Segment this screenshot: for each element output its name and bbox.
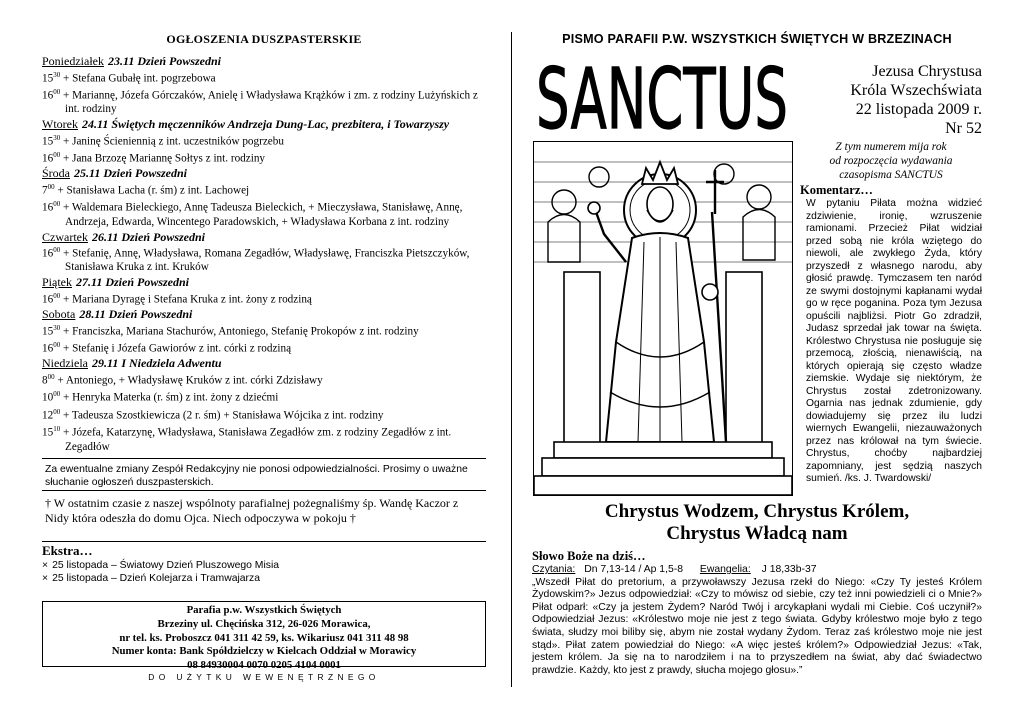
parish-contact-box — [42, 601, 486, 671]
mass-time-minutes: 00 — [53, 200, 61, 209]
mass-time-minutes: 00 — [53, 246, 61, 255]
day-name: Czwartek — [42, 229, 88, 244]
newsletter-column — [532, 32, 982, 677]
intention-text: + Stefana Gubałę int. pogrzebowa — [60, 72, 216, 85]
day-description: 29.11 I Niedziela Adwentu — [91, 356, 222, 371]
mass-intention — [42, 290, 486, 307]
anniversary-note — [800, 140, 982, 182]
mass-time: 15 — [42, 72, 54, 85]
day-name: Sobota — [42, 307, 76, 322]
mass-time-minutes: 30 — [53, 70, 61, 79]
contact-line: Parafia p.w. Wszystkich Świętych — [186, 604, 342, 617]
mass-time: 10 — [42, 392, 54, 405]
mass-intention — [42, 322, 486, 339]
mass-time: 7 — [42, 184, 48, 197]
newsletter-header: PISMO PARAFII P.W. WSZYSTKICH ŚWIĘTYCH W BRZEZINACH — [562, 32, 952, 46]
mass-intention — [42, 181, 486, 198]
mass-time-minutes: 00 — [53, 291, 61, 300]
day-name: Środa — [42, 166, 70, 181]
feast-title — [532, 501, 982, 545]
mass-time: 16 — [42, 342, 54, 355]
sanctus-logo — [534, 54, 792, 138]
mass-time: 16 — [42, 293, 54, 306]
column-divider — [511, 32, 512, 687]
ekstra-item — [42, 572, 486, 585]
announcements-list — [42, 54, 486, 454]
commentary-title: Komentarz… — [800, 183, 873, 197]
mass-time: 15 — [42, 325, 54, 338]
issue-meta-line: 22 listopada 2009 r. — [855, 101, 982, 118]
mass-intention — [42, 132, 486, 149]
intention-text: + Stefanię i Józefa Gawiorów z int. córki z rodziną — [60, 342, 292, 355]
issue-meta-line: Nr 52 — [945, 120, 982, 137]
ekstra-title: Ekstra… — [42, 543, 93, 559]
day-description: 28.11 Dzień Powszedni — [79, 307, 193, 322]
anniversary-line: Z tym numerem mija rok — [835, 141, 947, 153]
day-heading — [42, 275, 486, 290]
mass-intention — [42, 244, 486, 275]
day-name: Niedziela — [42, 356, 88, 371]
mass-time: 15 — [42, 427, 54, 440]
day-heading — [42, 117, 486, 132]
bullet-x-icon: × — [42, 560, 49, 572]
intention-text: + Mariana Dyragę i Stefana Kruka z int. żony z rodziną — [60, 293, 312, 306]
mass-time: 15 — [42, 135, 54, 148]
mass-intention — [42, 198, 486, 229]
day-name: Poniedziałek — [42, 54, 104, 68]
readings-label: Czytania: — [532, 564, 576, 575]
intention-text: + Antoniego, + Władysławę Kruków z int. córki Zdzisławy — [54, 374, 323, 387]
sanctus-logo-text: SANCTUS — [536, 54, 788, 138]
divider — [42, 541, 486, 542]
ekstra-text: 25 listopada – Światowy Dzień Pluszowego Misia — [52, 560, 280, 572]
mass-time-minutes: 10 — [53, 425, 61, 434]
readings-line — [532, 564, 982, 577]
mass-time-minutes: 00 — [47, 182, 55, 191]
gospel-text: „Wszedł Piłat do pretorium, a przywoławszy Jezusa rzekł do Niego: «Czy Ty jesteś Królem Żydowskim?» Jezus odpowiedział: «Czy to mówisz od siebie, czy też inni powiedzieli ci o Mnie?» Piłat odparł: «Czy ja jestem Żydem? Naród Twój i arcykapłani wydali mi Ciebie. Coś uczynił?» Odpowiedział Jezus: «Królestwo moje nie jest z tego świata. Gdyby królestwo moje było z tego świata, słudzy moi biliby się, abym nie został wydany Żydom. Teraz zaś królestwo moje nie jest stąd». Piłat zatem powiedział do Niego: «A więc jesteś królem?» Odpowiedział Jezus: «Tak, jestem królem. Ja się na to narodziłem i na to przyszedłem na świat, aby dać świadectwo prawdzie. Każdy, kto jest z prawdy, słucha mojego głosu».” — [532, 576, 982, 676]
contact-line: 08 84930004 0070 0205 4104 0001 — [187, 658, 341, 671]
side-column — [800, 140, 982, 486]
middle-section — [532, 140, 982, 497]
day-heading — [42, 54, 486, 69]
day-description: 23.11 Dzień Powszedni — [107, 54, 221, 68]
mass-intention — [42, 423, 486, 454]
intention-text: + Stanisława Lacha (r. śm) z int. Lachowej — [54, 184, 250, 197]
mass-intention — [42, 371, 486, 388]
day-heading — [42, 356, 486, 371]
readings-value: Dn 7,13-14 / Ap 1,5-8 — [584, 564, 683, 575]
intention-text: + Henryka Materka (r. śm) z int. żony z dziećmi — [60, 392, 279, 405]
day-name: Piątek — [42, 275, 72, 290]
mass-time: 16 — [42, 202, 54, 215]
mass-time-minutes: 00 — [53, 407, 61, 416]
mass-intention — [42, 149, 486, 166]
day-description: 24.11 Świętych męczenników Andrzeja Dung-Lac, prezbitera, i Towarzyszy — [81, 117, 450, 132]
day-description: 25.11 Dzień Powszedni — [74, 166, 188, 181]
intention-text: + Janinę Ścieniennią z int. uczestników pogrzebu — [60, 135, 284, 148]
mass-intention — [42, 339, 486, 356]
issue-meta-line: Króla Wszechświata — [850, 82, 982, 99]
mass-time: 16 — [42, 152, 54, 165]
mass-time: 12 — [42, 409, 54, 422]
contact-line: nr tel. ks. Proboszcz 041 311 42 59, ks. Wikariusz 041 311 48 98 — [119, 631, 409, 644]
mass-time-minutes: 00 — [53, 151, 61, 160]
word-of-god-title: Słowo Boże na dziś… — [532, 549, 646, 563]
obituary-notice: † W ostatnim czasie z naszej wspólnoty parafialnej pożegnaliśmy śp. Wandę Kaczor z Nidy która odeszła do domu Ojca. Niech odpoczywa w pokoju † — [45, 496, 459, 526]
day-name: Wtorek — [42, 117, 78, 132]
intention-text: + Waldemara Bieleckiego, Annę Tadeusza Bieleckich, + Mieczysława, Stanisławę, Annę, Andrzeja, Edwarda, Wincentego Paradowskich, + Władysława Korbana z int. rodziny — [60, 202, 463, 228]
ekstra-text: 25 listopada – Dzień Kolejarza i Tramwajarza — [52, 573, 260, 585]
mass-time: 16 — [42, 89, 54, 102]
mass-intention — [42, 86, 486, 117]
day-heading — [42, 230, 486, 245]
day-description: 26.11 Dzień Powszedni — [91, 229, 205, 244]
bullet-x-icon: × — [42, 573, 49, 585]
intention-text: + Jana Brzozę Mariannę Sołtys z int. rodziny — [60, 152, 266, 165]
day-heading — [42, 307, 486, 322]
editorial-note: Za ewentualne zmiany Zespół Redakcyjny nie ponosi odpowiedzialności. Prosimy o uważne słuchanie ogłoszeń duszpasterskich. — [45, 464, 468, 489]
ekstra-item — [42, 559, 486, 572]
intention-text: + Tadeusza Szostkiewicza (2 r. śm) + Stanisława Wójcika z int. rodziny — [60, 409, 384, 422]
announcements-title: OGŁOSZENIA DUSZPASTERSKIE — [166, 32, 362, 46]
mass-time-minutes: 30 — [53, 133, 61, 142]
announcements-column — [42, 32, 486, 682]
intention-text: + Mariannę, Józefa Górczaków, Anielę i Władysława Krążków i zm. z rodziny Lużyńskich z int. rodziny — [60, 89, 478, 116]
intention-text: + Józefa, Katarzynę, Władysława, Stanisława Zegadłów zm. z rodziny Zegadłów z int. Zegadłów — [60, 427, 452, 453]
mass-intention — [42, 69, 486, 86]
contact-line: Numer konta: Bank Spółdzielczy w Kielcach Oddział w Morawicy — [111, 645, 417, 658]
issue-meta-line: Jezusa Chrystusa — [872, 63, 982, 80]
commentary-text: W pytaniu Piłata można widzieć zdziwienie, ironię, wzruszenie ramionami. Przecież Piłat widział przed sobą nie króla wziętego do niewoli, ale zwykłego Żyda, który przyszedł z własnego narodu, aby głosić prawdę. Tymczasem ten naród ze swymi dostojnymi kapłanami wydał go w ręce poganina. Poza tym Jezusa opuścili najbliżsi. Piotr Go zdradził, Judasz sprzedał jak towar na święta. Królestwo Chrystusa nie posługuje się przemocą, złością, nienawiścią, na których opierają się często władze ziemskie. Wydaje się niektórym, że Chrystus został zdetronizowany. Ogarnia nas jednak zdumienie, gdy dowiadujemy się przez ilu ludzi wiernych Ewangelii, niezauważonych przez nas królował na tym świecie. Chrystus, choćby najbardziej zapomniany, jest sędzią naszych sumień. /ks. J. Twardowski/ — [806, 198, 982, 484]
mass-intention — [42, 388, 486, 405]
day-heading — [42, 166, 486, 181]
ekstra-list — [42, 559, 486, 585]
gospel-label: Ewangelia: — [699, 564, 751, 575]
christ-king-illustration — [533, 141, 793, 496]
gospel-ref: J 18,33b-37 — [761, 564, 817, 575]
mass-time-minutes: 00 — [53, 390, 61, 399]
mass-intention — [42, 406, 486, 423]
mass-time: 8 — [42, 374, 48, 387]
issue-meta — [850, 62, 982, 138]
contact-line: Brzeziny ul. Chęcińska 312, 26-026 Morawica, — [157, 618, 371, 631]
feast-title-line: Chrystus Wodzem, Chrystus Królem, — [604, 501, 910, 522]
anniversary-line: czasopisma SANCTUS — [839, 169, 943, 181]
mass-time-minutes: 00 — [53, 87, 61, 96]
masthead — [532, 52, 982, 140]
intention-text: + Franciszka, Mariana Stachurów, Antoniego, Stefanię Prokopów z int. rodziny — [60, 325, 419, 338]
day-description: 27.11 Dzień Powszedni — [76, 275, 190, 290]
mass-time-minutes: 00 — [53, 341, 61, 350]
internal-use-footer: DO UŻYTKU WEWENĘTRZNEGO — [148, 672, 380, 683]
mass-time: 16 — [42, 247, 54, 260]
mass-time-minutes: 00 — [47, 372, 55, 381]
mass-time-minutes: 30 — [53, 323, 61, 332]
intention-text: + Stefanię, Annę, Władysława, Romana Zegadłów, Władysławę, Franciszka Pietszczyków, Stanisława Kruka z int. Kruków — [60, 247, 470, 274]
feast-title-line: Chrystus Władcą nam — [666, 523, 848, 544]
anniversary-line: od rozpoczęcia wydawania — [829, 155, 953, 167]
